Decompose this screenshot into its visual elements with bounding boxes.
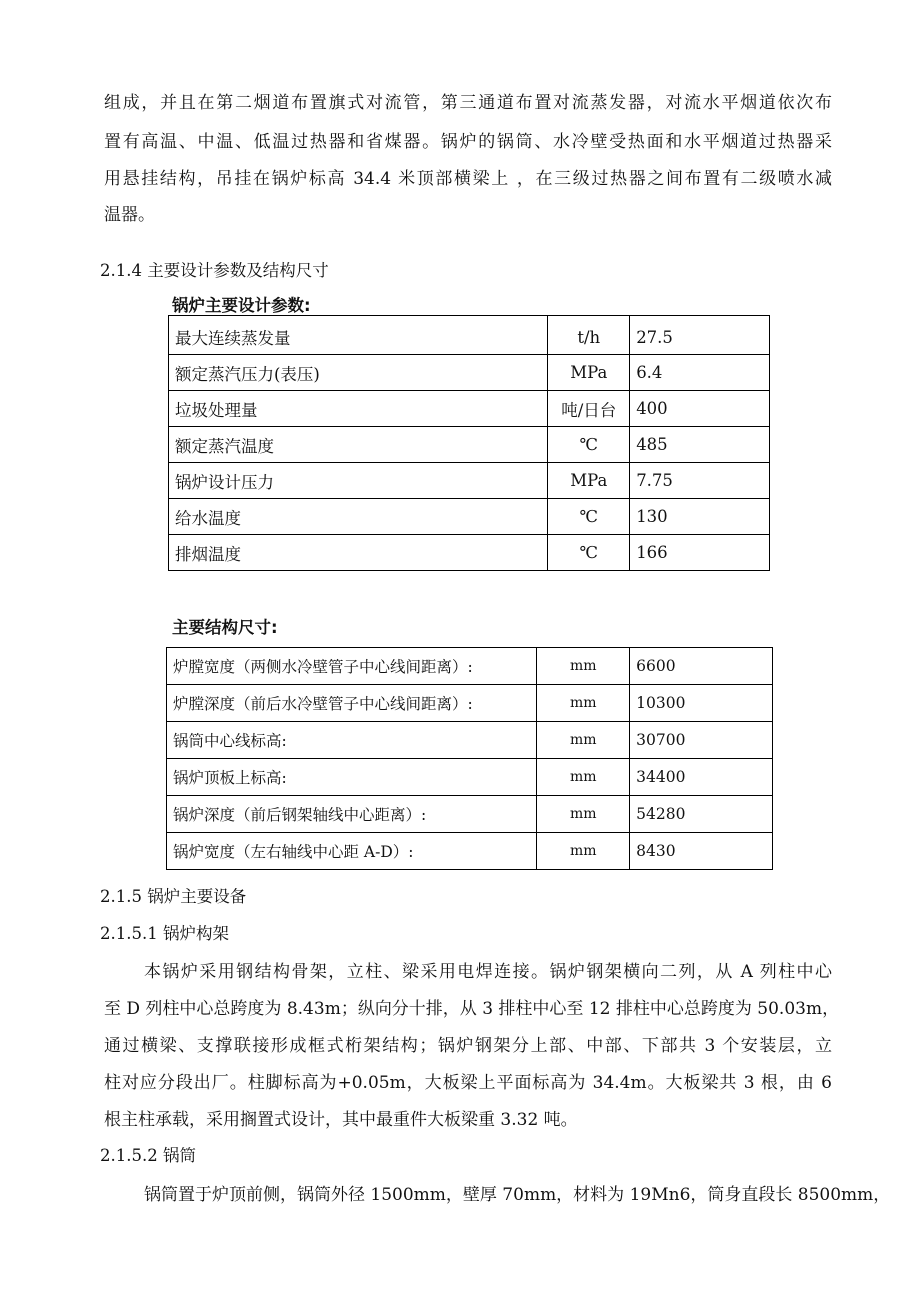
param-value: 485 — [630, 427, 770, 463]
dimension-unit: mm — [537, 796, 630, 833]
param-name: 最大连续蒸发量 — [169, 316, 548, 355]
section-heading-2-1-5-2: 2.1.5.2 锅筒 — [100, 1146, 196, 1165]
dimensions-table — [166, 647, 773, 870]
param-unit: ℃ — [548, 499, 630, 535]
param-unit: 吨/日台 — [548, 391, 630, 427]
paragraph-line: 锅筒置于炉顶前侧，锅筒外径 1500mm，壁厚 70mm，材料为 19Mn6，筒身直段长 8500mm， — [144, 1185, 891, 1205]
paragraph-line: 用悬挂结构，吊挂在锅炉标高 34.4 米顶部横梁上 ，在三级过热器之间布置有二级喷水减 — [104, 169, 832, 189]
dimension-name: 炉膛深度（前后水冷壁管子中心线间距离）: — [167, 685, 537, 722]
dimension-name: 锅炉深度（前后钢架轴线中心距离）: — [167, 796, 537, 833]
paragraph-line: 柱对应分段出厂。柱脚标高为+0.05m，大板梁上平面标高为 34.4m。大板梁共 3 根，由 6 — [104, 1073, 832, 1093]
paragraph-line: 组成，并且在第二烟道布置旗式对流管，第三通道布置对流蒸发器，对流水平烟道依次布 — [104, 93, 832, 113]
param-name: 给水温度 — [169, 499, 548, 535]
param-name: 额定蒸汽压力(表压) — [169, 355, 548, 391]
dimension-unit: mm — [537, 759, 630, 796]
paragraph-line: 至 D 列柱中心总跨度为 8.43m；纵向分十排，从 3 排柱中心至 12 排柱中心总跨度为 50.03m， — [104, 999, 840, 1019]
dimension-name: 锅筒中心线标高: — [167, 722, 537, 759]
table-row — [169, 427, 770, 463]
paragraph-line: 温器。 — [104, 205, 155, 225]
design-params-table — [168, 315, 770, 571]
param-value: 6.4 — [630, 355, 770, 391]
dimension-unit: mm — [537, 648, 630, 685]
dimension-value: 54280 — [630, 796, 773, 833]
table-row — [169, 499, 770, 535]
dimensions-caption: 主要结构尺寸: — [172, 618, 278, 637]
param-name: 垃圾处理量 — [169, 391, 548, 427]
param-unit: MPa — [548, 463, 630, 499]
table-row — [167, 833, 773, 870]
dimension-name: 炉膛宽度（两侧水冷壁管子中心线间距离）: — [167, 648, 537, 685]
section-heading-2-1-4: 2.1.4 主要设计参数及结构尺寸 — [100, 261, 329, 280]
param-unit: ℃ — [548, 535, 630, 571]
dimension-name: 锅炉顶板上标高: — [167, 759, 537, 796]
dimension-value: 6600 — [630, 648, 773, 685]
dimension-value: 8430 — [630, 833, 773, 870]
dimension-value: 10300 — [630, 685, 773, 722]
param-name: 排烟温度 — [169, 535, 548, 571]
param-value: 130 — [630, 499, 770, 535]
section-heading-2-1-5-1: 2.1.5.1 锅炉构架 — [100, 924, 229, 943]
paragraph-line: 本锅炉采用钢结构骨架，立柱、梁采用电焊连接。锅炉钢架横向二列，从 A 列柱中心 — [144, 962, 832, 982]
paragraph-line: 通过横梁、支撑联接形成框式桁架结构；锅炉钢架分上部、中部、下部共 3 个安装层，立 — [104, 1036, 832, 1056]
dimension-name: 锅炉宽度（左右轴线中心距 A-D）: — [167, 833, 537, 870]
dimension-unit: mm — [537, 833, 630, 870]
table-row — [167, 796, 773, 833]
param-unit: t/h — [548, 316, 630, 355]
section-heading-2-1-5: 2.1.5 锅炉主要设备 — [100, 887, 247, 906]
table-row — [169, 316, 770, 355]
dimension-unit: mm — [537, 722, 630, 759]
dimension-value: 30700 — [630, 722, 773, 759]
param-value: 27.5 — [630, 316, 770, 355]
table-row — [169, 463, 770, 499]
design-params-caption: 锅炉主要设计参数: — [172, 296, 311, 315]
param-value: 166 — [630, 535, 770, 571]
table-row — [167, 685, 773, 722]
param-name: 额定蒸汽温度 — [169, 427, 548, 463]
param-value: 400 — [630, 391, 770, 427]
param-unit: ℃ — [548, 427, 630, 463]
paragraph-line: 置有高温、中温、低温过热器和省煤器。锅炉的锅筒、水冷壁受热面和水平烟道过热器采 — [104, 132, 832, 152]
table-row — [167, 722, 773, 759]
dimension-value: 34400 — [630, 759, 773, 796]
param-value: 7.75 — [630, 463, 770, 499]
table-row — [169, 355, 770, 391]
param-name: 锅炉设计压力 — [169, 463, 548, 499]
table-row — [169, 535, 770, 571]
paragraph-line: 根主柱承载，采用搁置式设计，其中最重件大板梁重 3.32 吨。 — [104, 1110, 578, 1130]
table-row — [167, 759, 773, 796]
table-row — [169, 391, 770, 427]
dimension-unit: mm — [537, 685, 630, 722]
param-unit: MPa — [548, 355, 630, 391]
table-row — [167, 648, 773, 685]
